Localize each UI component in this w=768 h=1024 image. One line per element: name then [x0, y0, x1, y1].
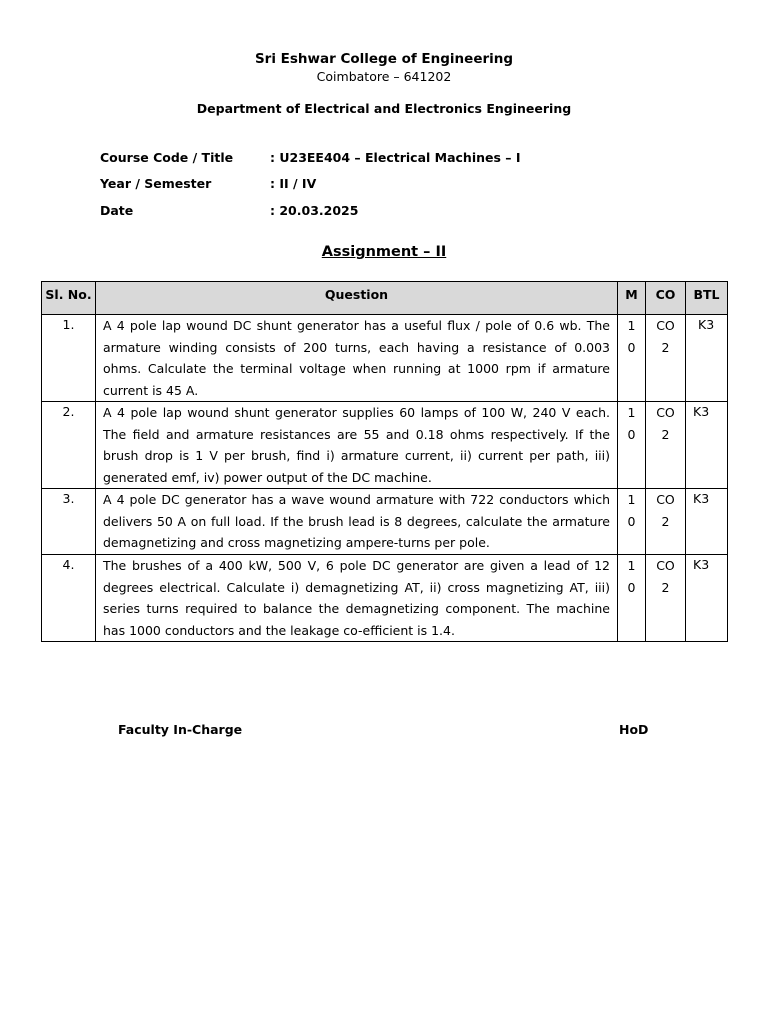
marks-digit: 0 [627, 579, 636, 595]
row-co [646, 555, 686, 642]
row-co [646, 489, 686, 555]
row-marks [618, 489, 646, 555]
co-prefix: CO [656, 492, 675, 507]
co-number: 2 [661, 579, 670, 595]
co-number: 2 [661, 339, 670, 355]
co-number: 2 [661, 426, 670, 442]
row-question: The brushes of a 400 kW, 500 V, 6 pole DC generator are given a lead of 12 degrees electrical. Calculate i) demagnetizing AT, ii) cross magnetizing AT, iii) series turns required to balance the demagnetizing component. The machine has 1000 conductors and the leakage co-efficient is 1.4. [96, 555, 618, 642]
marks-digit: 1 [627, 318, 636, 333]
row-question: A 4 pole lap wound shunt generator supplies 60 lamps of 100 W, 240 V each. The field and armature resistances are 55 and 0.18 ohms respectively. If the brush drop is 1 V per brush, find i) armature current, ii) current per path, iii) generated emf, iv) power output of the DC machine. [96, 402, 618, 489]
co-number: 2 [661, 513, 670, 529]
row-co [646, 315, 686, 402]
course-code-value: : U23EE404 – Electrical Machines – I [270, 150, 521, 165]
table-row [42, 402, 728, 489]
row-btl: K3 [686, 489, 728, 555]
questions-table [41, 281, 728, 642]
date-label: Date [100, 203, 134, 218]
co-prefix: CO [656, 405, 675, 420]
row-co [646, 402, 686, 489]
table-row [42, 489, 728, 555]
row-marks [618, 315, 646, 402]
year-semester-value: : II / IV [270, 176, 317, 191]
co-prefix: CO [656, 318, 675, 333]
college-name: Sri Eshwar College of Engineering [254, 51, 514, 67]
header-question: Question [96, 282, 618, 315]
hod-signature-label: HoD [619, 722, 649, 737]
row-btl: K3 [686, 555, 728, 642]
department-name: Department of Electrical and Electronics Engineering [196, 101, 572, 116]
college-city: Coimbatore – 641202 [316, 69, 452, 84]
row-sl-no: 4. [42, 555, 96, 642]
header-marks: M [618, 282, 646, 315]
marks-digit: 1 [627, 492, 636, 507]
header-sl-no: Sl. No. [42, 282, 96, 315]
marks-digit: 1 [627, 558, 636, 573]
header-co: CO [646, 282, 686, 315]
table-row [42, 555, 728, 642]
marks-digit: 1 [627, 405, 636, 420]
faculty-signature-label: Faculty In-Charge [118, 722, 243, 737]
co-prefix: CO [656, 558, 675, 573]
course-code-label: Course Code / Title [100, 150, 234, 165]
year-semester-label: Year / Semester [100, 176, 212, 191]
table-header-row [42, 282, 728, 315]
row-question: A 4 pole lap wound DC shunt generator has a useful flux / pole of 0.6 wb. The armature winding consists of 200 turns, each having a resistance of 0.003 ohms. Calculate the terminal voltage when running at 1000 rpm if armature current is 45 A. [96, 315, 618, 402]
table-row [42, 315, 728, 402]
row-marks [618, 555, 646, 642]
row-marks [618, 402, 646, 489]
marks-digit: 0 [627, 426, 636, 442]
date-value: : 20.03.2025 [270, 203, 359, 218]
marks-digit: 0 [627, 339, 636, 355]
row-sl-no: 1. [42, 315, 96, 402]
row-question: A 4 pole DC generator has a wave wound armature with 722 conductors which delivers 50 A on full load. If the brush lead is 8 degrees, calculate the armature demagnetizing and cross magnetizing ampere-turns per pole. [96, 489, 618, 555]
marks-digit: 0 [627, 513, 636, 529]
row-sl-no: 2. [42, 402, 96, 489]
row-sl-no: 3. [42, 489, 96, 555]
row-btl: K3 [686, 315, 728, 402]
header-btl: BTL [686, 282, 728, 315]
row-btl: K3 [686, 402, 728, 489]
assignment-title: Assignment – II [321, 244, 447, 260]
